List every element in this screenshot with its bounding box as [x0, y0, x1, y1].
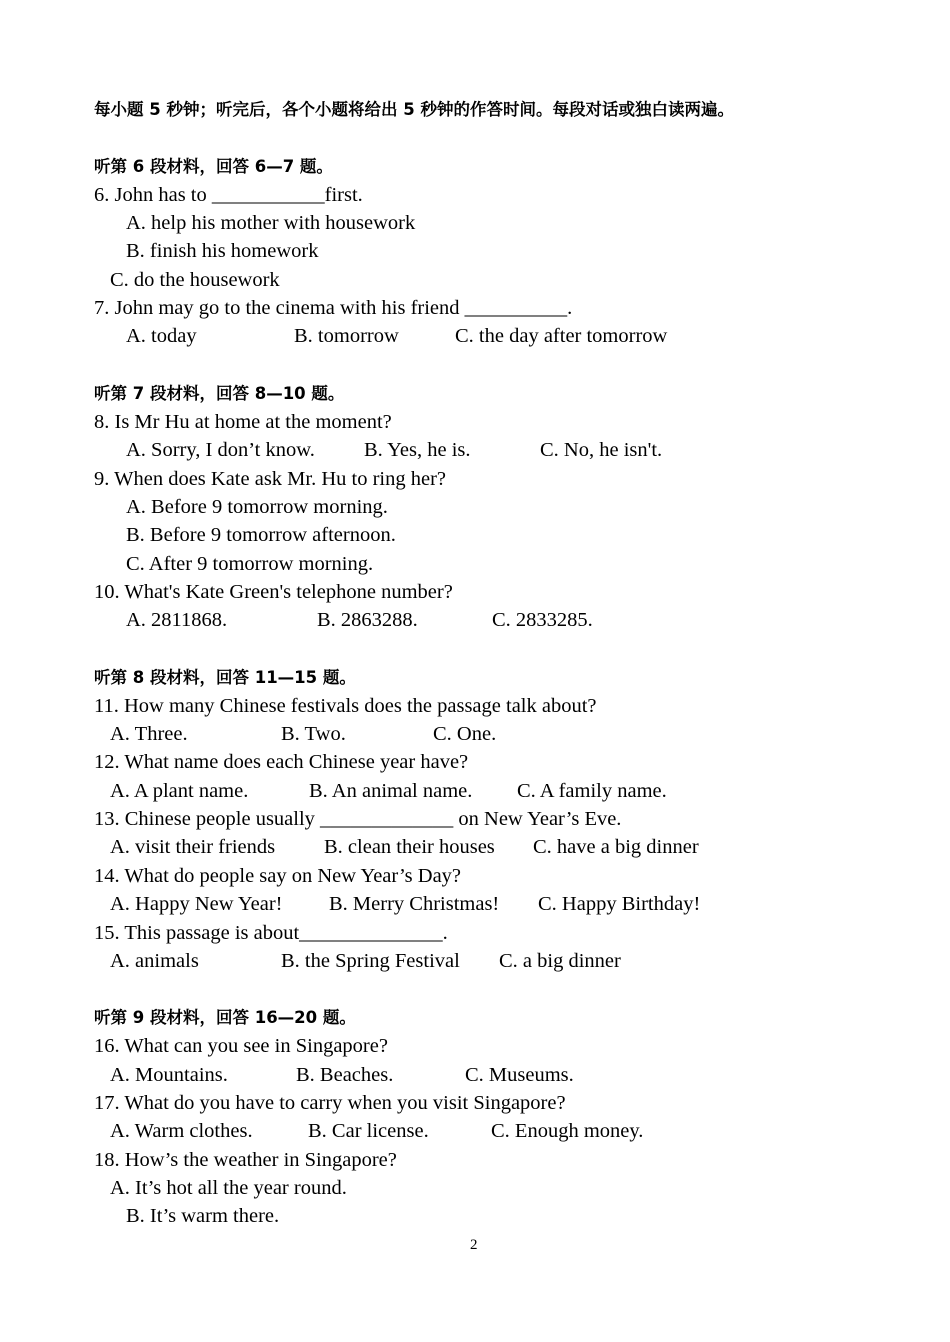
question-6-option-c: C. do the housework	[110, 269, 280, 291]
question-9: 9. When does Kate ask Mr. Hu to ring her?	[94, 468, 447, 490]
question-10: 10. What's Kate Green's telephone number?	[94, 581, 453, 603]
question-9-option-b: B. Before 9 tomorrow afternoon.	[126, 524, 396, 546]
question-11-option-a: A. Three.	[110, 723, 188, 745]
question-18: 18. How’s the weather in Singapore?	[94, 1149, 397, 1171]
question-9-option-c: C. After 9 tomorrow morning.	[126, 553, 374, 575]
question-10-option-b: B. 2863288.	[317, 609, 418, 631]
question-12: 12. What name does each Chinese year have?	[94, 751, 469, 773]
question-16-option-c: C. Museums.	[465, 1064, 574, 1086]
question-12-option-b: B. An animal name.	[309, 780, 473, 802]
page-number: 2	[470, 1237, 478, 1253]
question-15: 15. This passage is about______________.	[94, 922, 448, 944]
question-18-option-a: A. It’s hot all the year round.	[110, 1177, 347, 1199]
question-10-option-c: C. 2833285.	[492, 609, 593, 631]
question-13-option-b: B. clean their houses	[324, 836, 495, 858]
question-14: 14. What do people say on New Year’s Day?	[94, 865, 462, 887]
question-8-option-b: B. Yes, he is.	[364, 439, 471, 461]
question-8-option-a: A. Sorry, I don’t know.	[126, 439, 315, 461]
question-12-option-a: A. A plant name.	[110, 780, 249, 802]
question-9-option-a: A. Before 9 tomorrow morning.	[126, 496, 388, 518]
question-18-option-b: B. It’s warm there.	[126, 1205, 280, 1227]
question-15-option-c: C. a big dinner	[499, 950, 621, 972]
question-15-option-a: A. animals	[110, 950, 199, 972]
question-11: 11. How many Chinese festivals does the passage talk about?	[94, 695, 597, 717]
question-16: 16. What can you see in Singapore?	[94, 1035, 388, 1057]
question-17-option-a: A. Warm clothes.	[110, 1120, 253, 1142]
instructions-text: 每小题 5 秒钟；听完后，各个小题将给出 5 秒钟的作答时间。每段对话或独白读两遍。	[94, 100, 734, 119]
question-13-option-a: A. visit their friends	[110, 836, 276, 858]
section-9-header: 听第 9 段材料，回答 16—20 题。	[94, 1008, 356, 1027]
question-6-option-b: B. finish his homework	[126, 240, 319, 262]
question-14-option-b: B. Merry Christmas!	[329, 893, 500, 915]
question-7-option-b: B. tomorrow	[294, 325, 399, 347]
question-6: 6. John has to ___________first.	[94, 184, 363, 206]
question-12-option-c: C. A family name.	[517, 780, 667, 802]
section-8-header: 听第 8 段材料，回答 11—15 题。	[94, 668, 356, 687]
question-13-option-c: C. have a big dinner	[533, 836, 699, 858]
question-16-option-b: B. Beaches.	[296, 1064, 394, 1086]
question-17: 17. What do you have to carry when you visit Singapore?	[94, 1092, 566, 1114]
question-13: 13. Chinese people usually _____________ on New Year’s Eve.	[94, 808, 622, 830]
section-7-header: 听第 7 段材料，回答 8—10 题。	[94, 384, 345, 403]
question-6-option-a: A. help his mother with housework	[126, 212, 416, 234]
question-15-option-b: B. the Spring Festival	[281, 950, 460, 972]
question-7: 7. John may go to the cinema with his friend __________.	[94, 297, 573, 319]
question-11-option-b: B. Two.	[281, 723, 346, 745]
question-7-option-a: A. today	[126, 325, 197, 347]
question-17-option-b: B. Car license.	[308, 1120, 429, 1142]
section-6-header: 听第 6 段材料，回答 6—7 题。	[94, 157, 333, 176]
question-8: 8. Is Mr Hu at home at the moment?	[94, 411, 392, 433]
question-7-option-c: C. the day after tomorrow	[455, 325, 668, 347]
question-17-option-c: C. Enough money.	[491, 1120, 644, 1142]
question-10-option-a: A. 2811868.	[126, 609, 228, 631]
question-16-option-a: A. Mountains.	[110, 1064, 228, 1086]
question-14-option-a: A. Happy New Year!	[110, 893, 283, 915]
question-8-option-c: C. No, he isn't.	[540, 439, 663, 461]
question-14-option-c: C. Happy Birthday!	[538, 893, 701, 915]
question-11-option-c: C. One.	[433, 723, 497, 745]
